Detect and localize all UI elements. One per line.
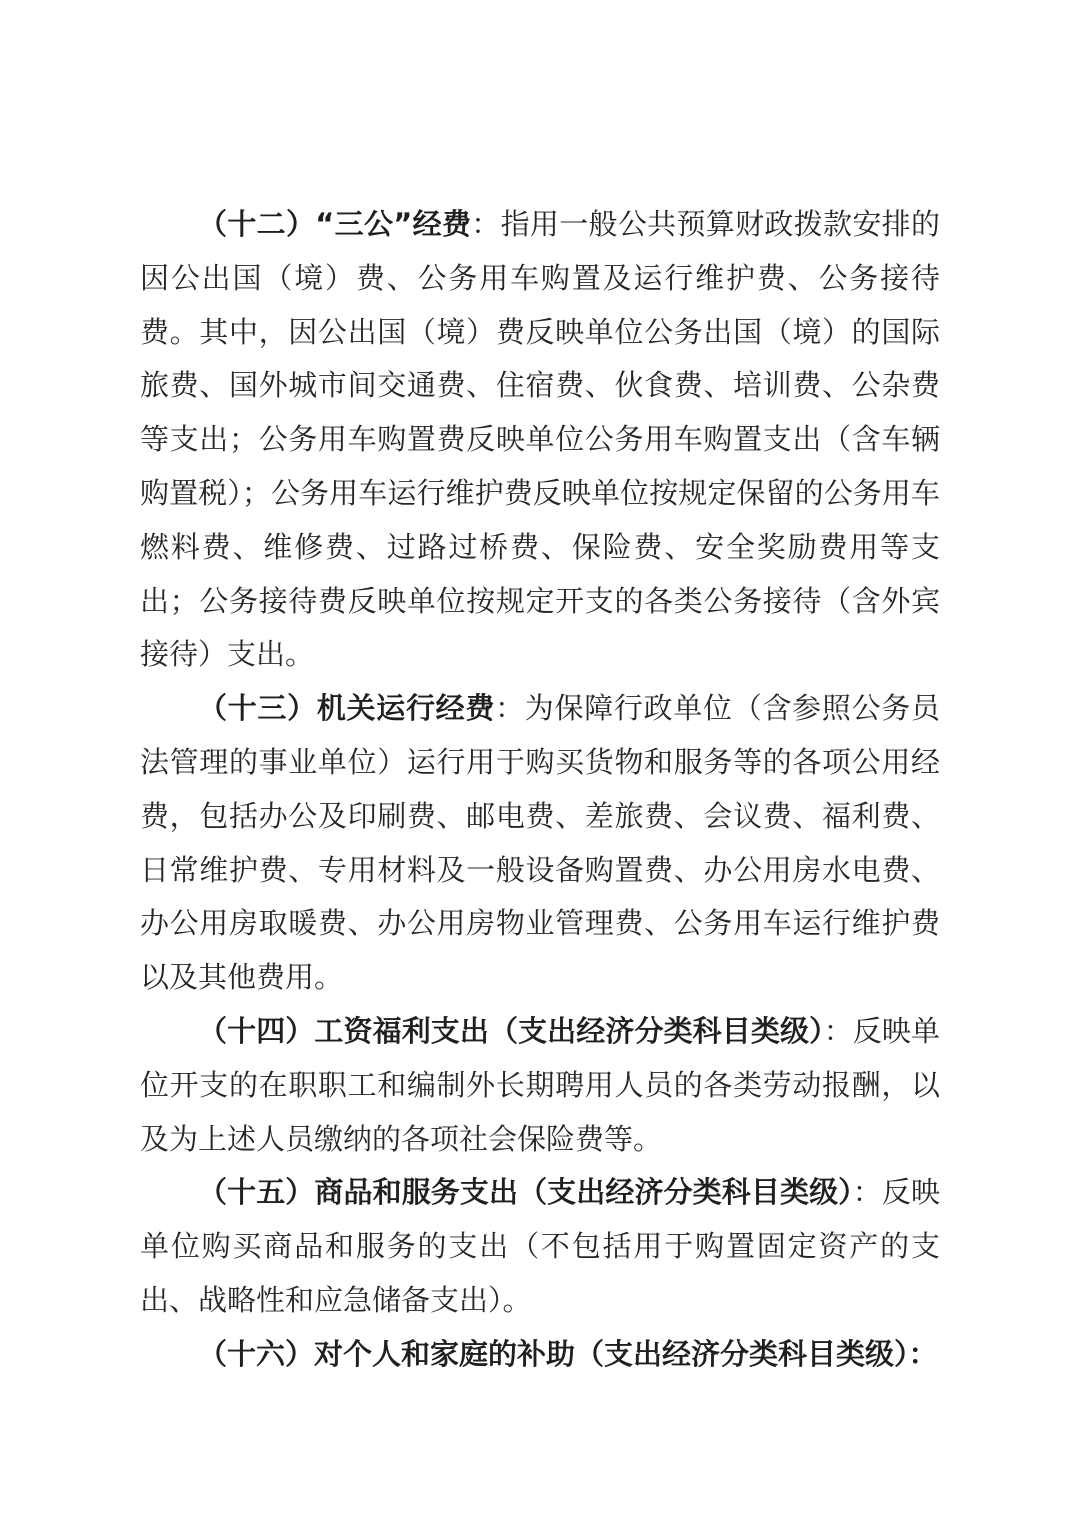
paragraph-12-text: ：指用一般公共预算财政拨款安排的因公出国（境）费、公务用车购置及运行维护费、公务接待费。其中，因公出国（境）费反映单位公务出国（境）的国际旅费、国外城市间交通费、住宿费、伙食费、培训费、公杂费等支出；公务用车购置费反映单位公务用车购置支出（含车辆购置税）；公务用车运行维护费反映单位按规定保留的公务用车燃料费、维修费、过路过桥费、保险费、安全奖励费用等支出；公务接待费反映单位按规定开支的各类公务接待（含外宾接待）支出。 [140,207,940,672]
paragraph-14 [140,1005,940,1166]
paragraph-13-text: ：为保障行政单位（含参照公务员法管理的事业单位）运行用于购买货物和服务等的各项公用经费，包括办公及印刷费、邮电费、差旅费、会议费、福利费、日常维护费、专用材料及一般设备购置费、办公用房水电费、办公用房取暖费、办公用房物业管理费、公务用车运行维护费以及其他费用。 [140,691,940,995]
paragraph-16-heading: （十六）对个人和家庭的补助（支出经济分类科目类级） [198,1336,909,1371]
paragraph-12 [140,198,940,682]
paragraph-14-heading: （十四）工资福利支出（支出经济分类科目类级） [198,1013,824,1048]
paragraph-14-text: ：反映单位开支的在职职工和编制外长期聘用人员的各类劳动报酬，以及为上述人员缴纳的各项社会保险费等。 [140,1013,940,1156]
paragraph-16-text: ： [908,1336,938,1371]
paragraph-15-text: ：反映单位购买商品和服务的支出（不包括用于购置固定资产的支出、战略性和应急储备支出）。 [140,1175,940,1317]
paragraph-13-heading: （十三）机关运行经费 [198,691,496,726]
paragraph-12-heading: （十二）“三公”经费 [198,207,472,241]
paragraph-16 [140,1328,940,1382]
paragraph-15-heading: （十五）商品和服务支出（支出经济分类科目类级） [198,1175,853,1210]
paragraph-13 [140,682,940,1005]
paragraph-15 [140,1166,940,1327]
document-body [140,198,940,1382]
